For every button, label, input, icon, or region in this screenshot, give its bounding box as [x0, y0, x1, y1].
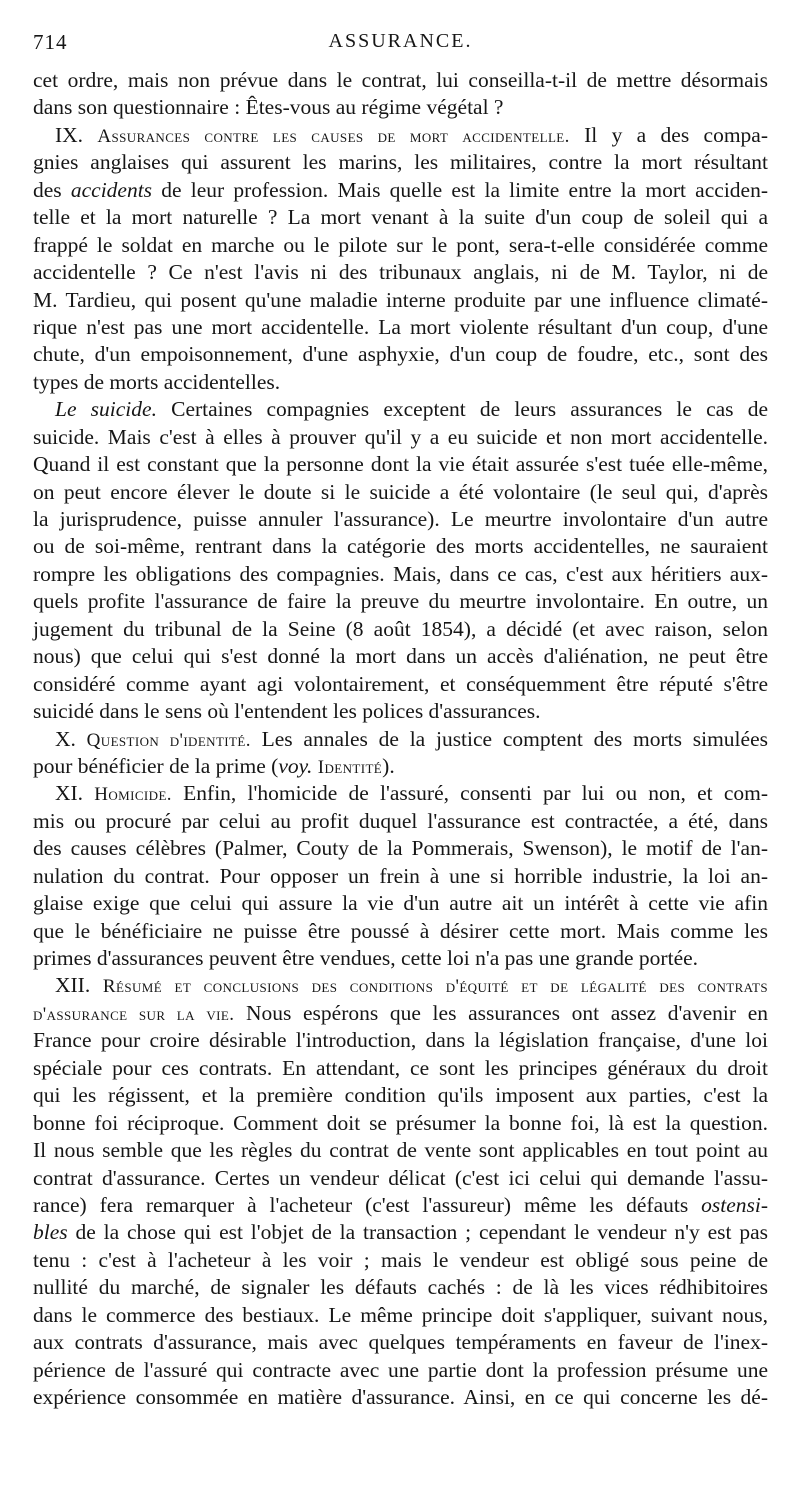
text-segment: Quand il est constant que la personne dont la vie était assurée s'est tuée elle-même,	[33, 452, 768, 477]
text-segment: quels profite l'assurance de faire la preuve du meurtre involontaire. En outre, un	[33, 589, 768, 614]
text-line	[33, 1357, 768, 1384]
text-segment: tenu : c'est à l'acheteur à les voir ; mais le vendeur est obligé sous peine de	[33, 1247, 768, 1272]
text-line	[33, 1302, 768, 1329]
text-segment: de la chose qui est l'objet de la transaction ; cependant le vendeur n'y est pas	[67, 1220, 768, 1245]
text-line	[33, 396, 768, 423]
text-segment: Nous espérons que les assurances ont assez d'avenir en	[234, 1000, 768, 1025]
text-segment: glaise exige que celui qui assure la vie d'un autre ait un intérêt à cette vie afin	[33, 891, 768, 916]
text-line	[33, 945, 768, 972]
emphasis-text: voy.	[278, 753, 313, 778]
text-line	[33, 424, 768, 451]
text-line	[33, 1110, 768, 1137]
text-line	[33, 533, 768, 560]
emphasis-text: Le suicide.	[55, 397, 157, 422]
text-line	[33, 1137, 768, 1164]
text-segment: primes d'assurances peuvent être vendues, cette loi n'a pas une grande portée.	[33, 946, 699, 970]
page-number: 714	[33, 30, 68, 54]
text-segment: Certaines compagnies exceptent de leurs assurances le cas de	[156, 397, 769, 422]
text-segment: IX.	[55, 122, 98, 147]
text-line	[33, 972, 768, 999]
section-heading: Identité	[317, 756, 383, 778]
text-line	[33, 1165, 768, 1192]
text-line	[33, 94, 768, 121]
text-segment: la jurisprudence, puisse annuler l'assurance). Le meurtre involontaire d'un autre	[33, 507, 768, 531]
text-segment: ou de soi-même, rentrant dans la catégorie des morts accidentelles, ne sauraient	[33, 534, 768, 559]
text-segment: types de morts accidentelles.	[33, 369, 281, 394]
text-segment: dans le commerce des bestiaux. Le même principe doit s'appliquer, suivant nous,	[33, 1302, 768, 1327]
text-line	[33, 67, 768, 94]
text-segment: suicide. Mais c'est à elles à prouver qu'il y a eu suicide et non mort accidentelle.	[33, 424, 768, 449]
text-line	[33, 1247, 768, 1274]
text-line	[33, 314, 768, 341]
text-segment: Il y a des compa-	[569, 122, 768, 147]
text-line	[33, 259, 768, 286]
text-segment: que le bénéficiaire ne puisse être poussé à désirer cette mort. Mais comme les	[33, 918, 768, 943]
text-line	[33, 726, 768, 753]
text-line	[33, 506, 768, 533]
text-segment: Enfin, l'homicide de l'assuré, consenti par lui ou non, et com-	[171, 781, 768, 806]
text-segment: des	[33, 177, 71, 202]
text-line	[33, 1082, 768, 1109]
text-line	[33, 1055, 768, 1082]
text-line	[33, 1027, 768, 1054]
text-segment: dans son questionnaire : Êtes-vous au régime végétal ?	[33, 95, 504, 120]
text-line	[33, 1384, 768, 1411]
text-line	[33, 1192, 768, 1219]
text-segment: France pour croire désirable l'introduction, dans la législation française, d'une loi	[33, 1028, 768, 1053]
running-title: ASSURANCE.	[328, 30, 473, 52]
text-segment: Il nous semble que les règles du contrat de vente sont applicables en tout point au	[33, 1138, 768, 1163]
text-segment: nullité du marché, de signaler les défauts cachés : de là les vices rédhibitoires	[33, 1275, 768, 1300]
text-segment: cet ordre, mais non prévue dans le contrat, lui conseilla-t-il de mettre désormais	[33, 68, 768, 92]
text-line	[33, 698, 768, 725]
text-line	[33, 671, 768, 698]
page-header	[33, 30, 768, 60]
text-segment: qui les régissent, et la première condition qu'ils imposent aux parties, c'est la	[33, 1083, 768, 1108]
text-line	[33, 918, 768, 945]
text-segment: on peut encore élever le doute si le suicide a été volontaire (le seul qui, d'après	[33, 479, 768, 504]
text-line	[33, 149, 768, 176]
text-line	[33, 1000, 768, 1027]
text-segment: frappé le soldat en marche ou le pilote sur le pont, sera-t-elle considérée comme	[33, 232, 768, 257]
text-segment: considéré comme ayant agi volontairement, et conséquemment être réputé s'être	[33, 671, 768, 696]
body-text	[33, 67, 768, 1411]
emphasis-text: ostensi-	[701, 1192, 768, 1217]
text-line	[33, 616, 768, 643]
text-segment: spéciale pour ces contrats. En attendant, ce sont les principes généraux du droit	[33, 1055, 768, 1080]
text-segment: M. Tardieu, qui posent qu'une maladie interne produite par une influence climaté-	[33, 287, 768, 312]
text-segment: chute, d'un empoisonnement, d'une asphyxie, d'un coup de foudre, etc., sont des	[33, 342, 768, 367]
section-heading: Homicide.	[94, 784, 172, 806]
text-line	[33, 808, 768, 835]
text-segment: suicidé dans le sens où l'entendent les polices d'assurances.	[33, 699, 541, 724]
text-line	[33, 232, 768, 259]
text-line	[33, 835, 768, 862]
text-segment: accidentelle ? Ce n'est l'avis ni des tribunaux anglais, ni de M. Taylor, ni de	[33, 260, 768, 285]
text-segment: X.	[55, 726, 87, 751]
emphasis-text: bles	[33, 1220, 68, 1245]
text-segment: des causes célèbres (Palmer, Couty de la Pommerais, Swenson), le motif de l'an-	[33, 836, 768, 861]
text-line	[33, 1219, 768, 1246]
text-segment: nulation du contrat. Pour opposer un frein à une si horrible industrie, la loi an-	[33, 863, 768, 888]
text-line	[33, 122, 768, 149]
section-heading: Résumé et conclusions des conditions d'équité et de légalité des contrats	[102, 976, 768, 998]
text-line	[33, 561, 768, 588]
emphasis-text: accidents	[70, 177, 153, 202]
text-line	[33, 1274, 768, 1301]
text-segment: périence de l'assuré qui contracte avec une partie dont la profession présume une	[33, 1357, 768, 1382]
text-line	[33, 287, 768, 314]
text-segment: de leur profession. Mais quelle est la limite entre la mort acciden-	[152, 177, 768, 202]
text-line	[33, 753, 768, 780]
text-line	[33, 588, 768, 615]
text-line	[33, 479, 768, 506]
text-line	[33, 890, 768, 917]
text-segment: bonne foi réciproque. Comment doit se présumer la bonne foi, là est la question.	[33, 1110, 768, 1135]
text-segment: jugement du tribunal de la Seine (8 août 1854), a décidé (et avec raison, selon	[33, 616, 768, 641]
text-segment: XI.	[55, 781, 95, 806]
text-segment: Les annales de la justice comptent des morts simulées	[250, 726, 768, 751]
section-heading: d'assurance sur la vie.	[33, 1003, 235, 1025]
text-line	[33, 177, 768, 204]
text-line	[33, 204, 768, 231]
text-segment: pour bénéficier de la prime (	[33, 753, 279, 778]
text-segment: rance) fera remarquer à l'acheteur (c'est l'assureur) même les défauts	[33, 1192, 702, 1217]
text-segment: telle et la mort naturelle ? La mort venant à la suite d'un coup de soleil qui a	[33, 205, 768, 230]
text-line	[33, 341, 768, 368]
text-segment: rique n'est pas une mort accidentelle. La mort violente résultant d'un coup, d'une	[33, 314, 768, 339]
text-segment: nous) que celui qui s'est donné la mort dans un accès d'aliénation, ne peut être	[33, 644, 768, 669]
text-line	[33, 369, 768, 396]
text-segment: aux contrats d'assurance, mais avec quelques tempéraments en faveur de l'inex-	[33, 1330, 768, 1355]
text-segment: expérience consommée en matière d'assurance. Ainsi, en ce qui concerne les dé-	[33, 1385, 768, 1409]
text-segment: mis ou procuré par celui au profit duquel l'assurance est contractée, a été, dans	[33, 808, 768, 833]
section-heading: Question d'identité.	[86, 729, 251, 751]
text-line	[33, 451, 768, 478]
text-segment: contrat d'assurance. Certes un vendeur délicat (c'est ici celui qui demande l'assu-	[33, 1165, 768, 1190]
text-segment: gnies anglaises qui assurent les marins, les militaires, contre la mort résultant	[33, 150, 768, 175]
text-line	[33, 780, 768, 807]
text-segment: XII.	[55, 973, 103, 998]
text-line	[33, 863, 768, 890]
section-heading: Assurances contre les causes de mort accidentelle.	[97, 125, 570, 147]
text-line	[33, 1329, 768, 1356]
text-line	[33, 643, 768, 670]
text-segment: ).	[382, 753, 395, 778]
text-segment: rompre les obligations des compagnies. Mais, dans ce cas, c'est aux héritiers aux-	[33, 561, 768, 586]
